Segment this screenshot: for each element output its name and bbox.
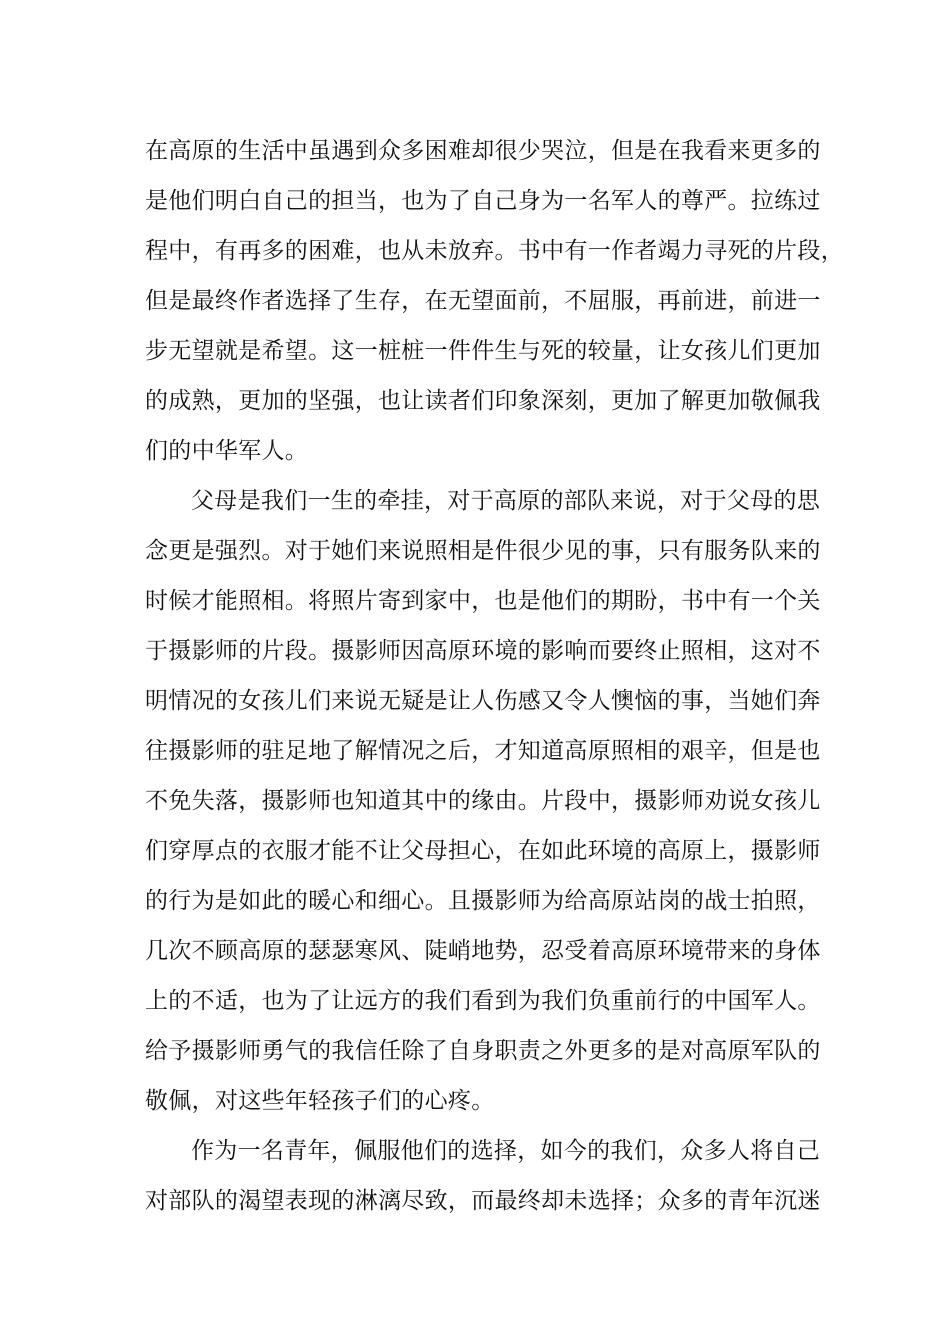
text-line: 敬佩，对这些年轻孩子们的心疼。 xyxy=(145,1088,495,1114)
text-line: 们的中华军人。 xyxy=(145,438,309,464)
text-line: 上的不适，也为了让远方的我们看到为我们负重前行的中国军人。 xyxy=(145,988,821,1014)
paragraph-3 xyxy=(145,1131,821,1231)
text-line: 明情况的女孩儿们来说无疑是让人伤感又令人懊恼的事，当她们奔 xyxy=(145,688,821,714)
text-line: 时候才能照相。将照片寄到家中，也是他们的期盼，书中有一个关 xyxy=(145,588,821,614)
body-text xyxy=(145,131,844,1231)
text-line: 是他们明白自己的担当，也为了自己身为一名军人的尊严。拉练过 xyxy=(145,188,821,214)
paragraph-1 xyxy=(145,131,844,481)
text-line: 的行为是如此的暖心和细心。且摄影师为给高原站岗的战士拍照， xyxy=(145,888,821,914)
text-line: 父母是我们一生的牵挂，对于高原的部队来说，对于父母的思 xyxy=(191,488,821,514)
text-line: 作为一名青年，佩服他们的选择，如今的我们，众多人将自己 xyxy=(191,1138,821,1164)
text-line: 但是最终作者选择了生存，在无望面前，不屈服，再前进，前进一 xyxy=(145,288,821,314)
text-line: 程中，有再多的困难，也从未放弃。书中有一作者竭力寻死的片段， xyxy=(145,238,844,264)
text-line: 念更是强烈。对于她们来说照相是件很少见的事，只有服务队来的 xyxy=(145,538,821,564)
paragraph-2 xyxy=(145,481,821,1131)
text-line: 不免失落，摄影师也知道其中的缘由。片段中，摄影师劝说女孩儿 xyxy=(145,788,821,814)
text-line: 在高原的生活中虽遇到众多困难却很少哭泣，但是在我看来更多的 xyxy=(145,138,821,164)
text-line: 于摄影师的片段。摄影师因高原环境的影响而要终止照相，这对不 xyxy=(145,638,821,664)
text-line: 几次不顾高原的瑟瑟寒风、陡峭地势，忍受着高原环境带来的身体 xyxy=(145,938,821,964)
text-line: 步无望就是希望。这一桩桩一件件生与死的较量，让女孩儿们更加 xyxy=(145,338,821,364)
text-line: 们穿厚点的衣服才能不让父母担心，在如此环境的高原上，摄影师 xyxy=(145,838,821,864)
text-line: 往摄影师的驻足地了解情况之后，才知道高原照相的艰辛，但是也 xyxy=(145,738,821,764)
text-line: 对部队的渴望表现的淋漓尽致，而最终却未选择；众多的青年沉迷 xyxy=(145,1188,821,1214)
text-line: 的成熟，更加的坚强，也让读者们印象深刻，更加了解更加敬佩我 xyxy=(145,388,821,414)
text-line: 给予摄影师勇气的我信任除了自身职责之外更多的是对高原军队的 xyxy=(145,1038,821,1064)
